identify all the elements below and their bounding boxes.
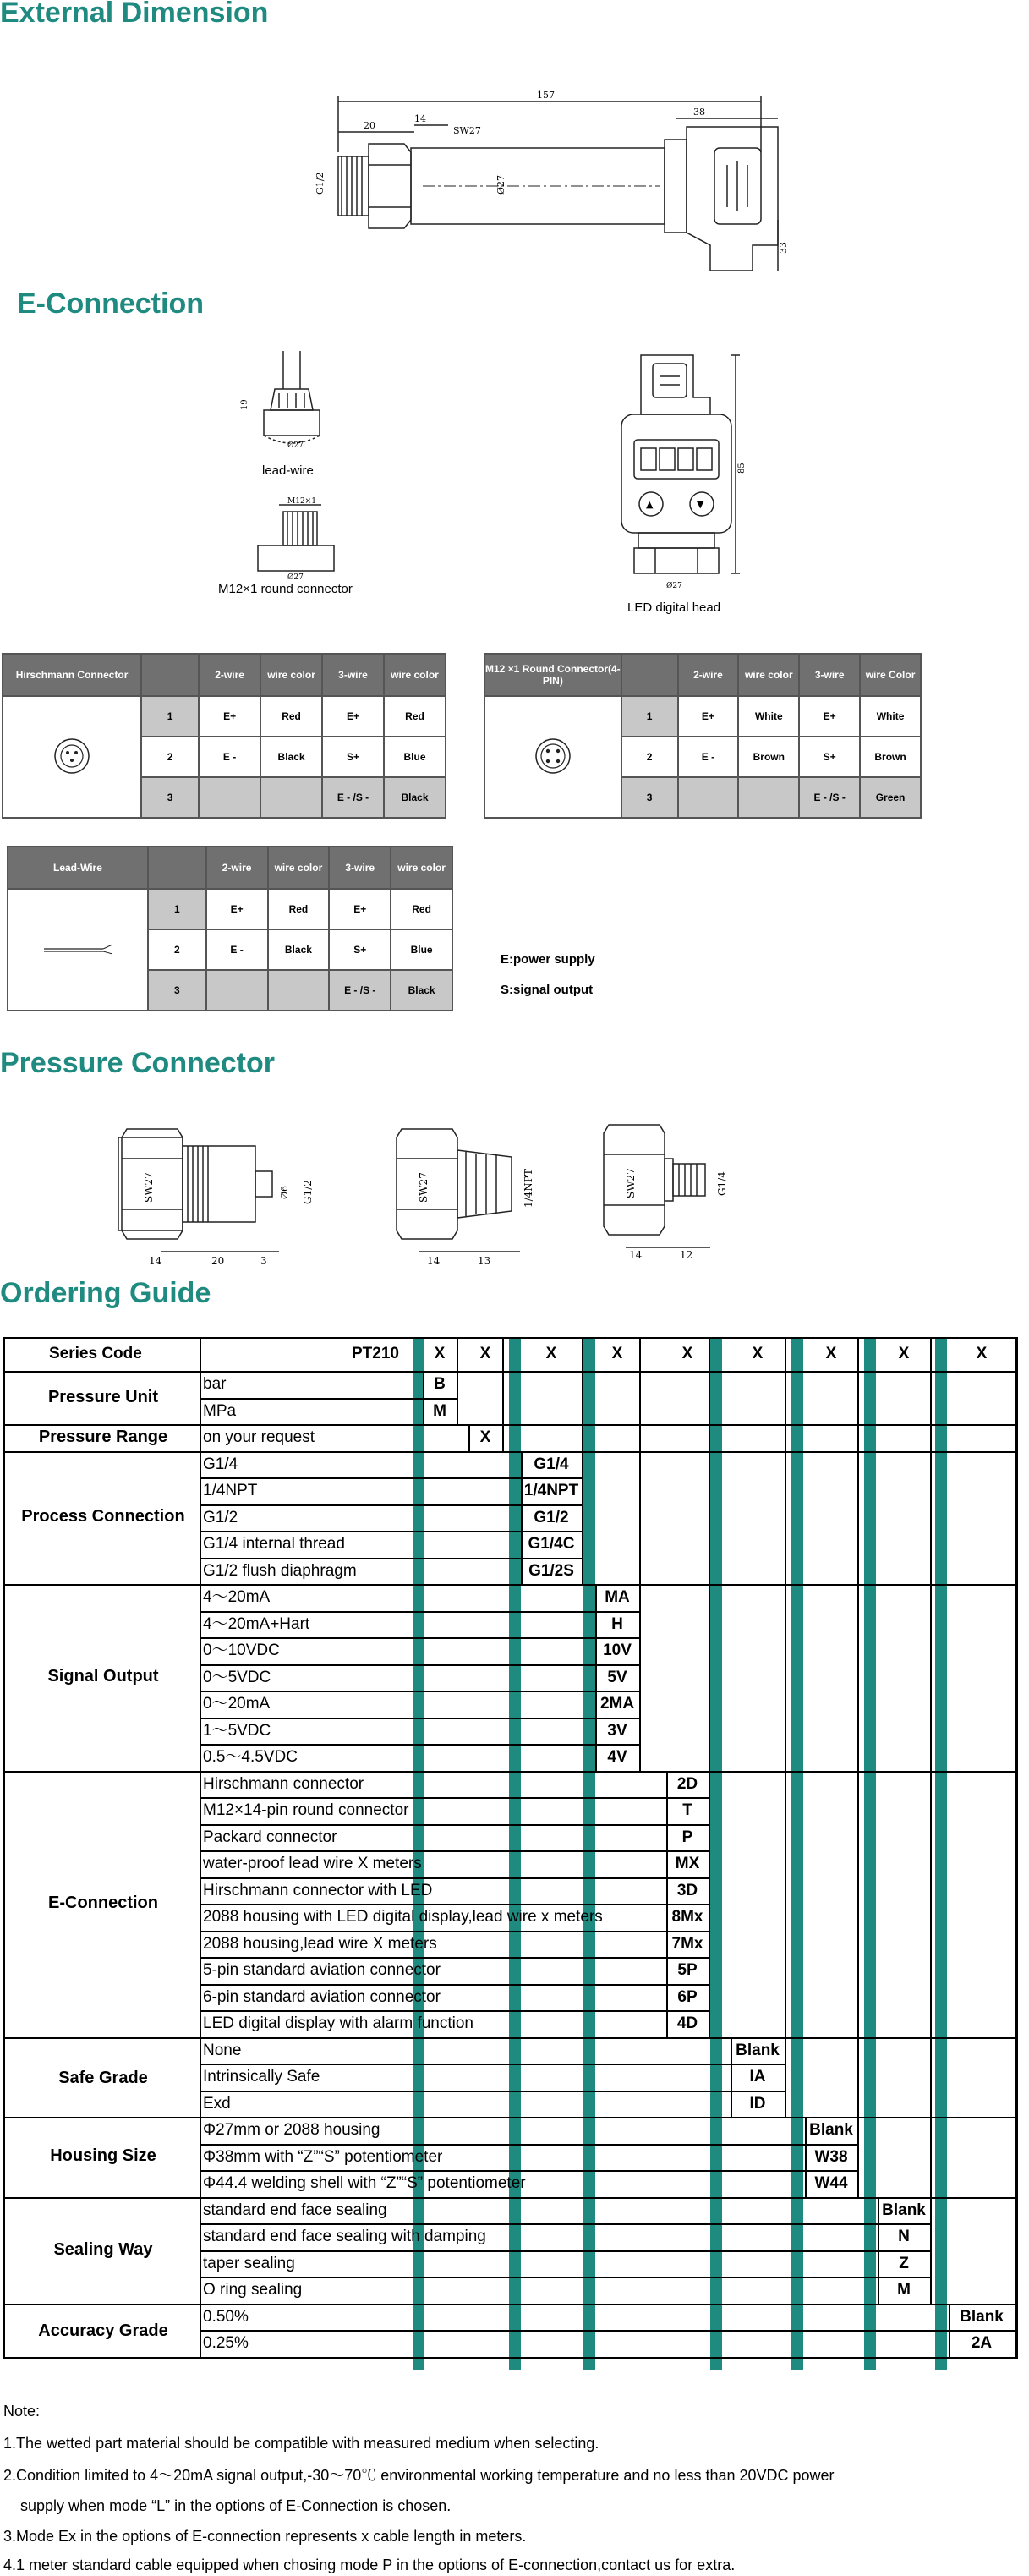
m12-wiring-table <box>484 653 922 819</box>
code-border <box>731 2037 732 2118</box>
header-x: X <box>611 1345 623 1362</box>
c2-14: 14 <box>427 1255 441 1267</box>
table-cell: 3 <box>148 970 206 1011</box>
section-border <box>3 1584 1018 1586</box>
code-border <box>930 1337 932 2304</box>
table-header: 2-wire <box>678 654 739 696</box>
series-code-value: PT210 <box>352 1345 399 1362</box>
dim-20: 20 <box>364 120 375 131</box>
option-label: standard end face sealing with damping <box>203 2228 486 2245</box>
table-cell: 1 <box>141 696 199 737</box>
option-label: 0～10VDC <box>203 1642 280 1659</box>
option-label: G1/2 flush diaphragm <box>203 1561 357 1580</box>
option-label: 4～20mA+Hart <box>203 1614 310 1633</box>
header-x: X <box>681 1345 693 1362</box>
hirschmann-wiring-table <box>2 653 446 819</box>
option-code: 7Mx <box>671 1934 703 1953</box>
option-label: Φ38mm with “Z”“S” potentiometer <box>203 2147 443 2166</box>
row-border <box>200 2091 785 2092</box>
table-cell: E - <box>199 737 260 777</box>
option-label: 6-pin standard aviation connector <box>203 1987 441 2006</box>
option-code: 3V <box>607 1721 627 1740</box>
caption-led-digital-head: LED digital head <box>627 600 721 615</box>
option-label: Hirschmann connector <box>203 1774 364 1793</box>
table-cell <box>678 777 739 818</box>
option-label: taper sealing <box>203 2254 295 2272</box>
table-cell: S+ <box>329 929 391 970</box>
row-border <box>200 1504 582 1506</box>
option-label: 0.50% <box>203 2307 249 2326</box>
table-cell: Blue <box>384 737 446 777</box>
table-cell: S+ <box>322 737 384 777</box>
table-cell: Black <box>391 970 452 1011</box>
row-border <box>200 1664 639 1666</box>
option-code: G1/2S <box>528 1561 574 1580</box>
m12-dim-label: M12×1 <box>287 497 316 506</box>
table-cell: 2 <box>148 929 206 970</box>
option-label: M12×14-pin round connector <box>203 1801 409 1819</box>
option-code: 2MA <box>599 1695 635 1713</box>
option-code: Blank <box>882 2201 926 2219</box>
table-cell: E+ <box>799 696 860 737</box>
option-label: bar <box>203 1375 227 1393</box>
section-border <box>3 2357 1018 2359</box>
table-cell: Green <box>860 777 921 818</box>
table-cell: E - <box>206 929 268 970</box>
table-header: wire color <box>260 654 322 696</box>
row-border <box>200 1877 709 1879</box>
led-dim-d27: Ø27 <box>666 582 682 590</box>
option-label: on your request <box>203 1428 315 1446</box>
code-border <box>582 1337 583 1584</box>
table-cell <box>206 970 268 1011</box>
table-border <box>3 1337 1018 1339</box>
option-code: X <box>479 1428 491 1446</box>
column-separator <box>791 1337 803 2370</box>
table-header: 2-wire <box>206 847 268 889</box>
dim-d27: Ø27 <box>495 174 506 195</box>
category-process-connection: Process Connection <box>21 1507 185 1526</box>
row-border <box>200 1850 709 1852</box>
table-cell: Black <box>384 777 446 818</box>
option-code: 8Mx <box>671 1908 703 1926</box>
section-border <box>3 2117 1018 2118</box>
table-header: wire color <box>268 847 330 889</box>
legend-power-supply: E:power supply <box>501 952 595 967</box>
table-cell: Blue <box>391 929 452 970</box>
column-separator <box>583 1337 595 2370</box>
table-border <box>3 1371 1018 1373</box>
ordering-guide-table <box>3 1337 1018 2370</box>
table-cell: Red <box>260 696 322 737</box>
option-code: H <box>611 1614 623 1633</box>
table-cell <box>199 777 260 818</box>
hirschmann-title: Hirschmann Connector <box>3 654 141 696</box>
dim-sw27: SW27 <box>453 125 481 136</box>
c2-sw27: SW27 <box>418 1172 430 1203</box>
option-label: G1/4 <box>203 1455 238 1473</box>
c3-14: 14 <box>629 1249 643 1260</box>
table-header: 3-wire <box>329 847 391 889</box>
option-code: Blank <box>960 2307 1004 2326</box>
table-cell: White <box>738 696 799 737</box>
header-x: X <box>752 1345 764 1362</box>
row-border <box>200 2170 857 2172</box>
heading-ordering-guide: Ordering Guide <box>0 1277 211 1309</box>
option-label: 0.5～4.5VDC <box>203 1748 298 1766</box>
code-border <box>949 2304 950 2357</box>
option-code: 5V <box>607 1668 627 1686</box>
legend-signal-output: S:signal output <box>501 983 594 997</box>
row-border <box>200 2250 930 2252</box>
c3-g14: G1/4 <box>716 1171 728 1196</box>
category-sealing-way: Sealing Way <box>53 2239 153 2259</box>
category-safe-grade: Safe Grade <box>58 2068 148 2087</box>
option-code: Blank <box>809 2121 853 2139</box>
option-code: N <box>898 2228 910 2245</box>
pressure-connector-g12-drawing <box>110 1116 364 1269</box>
table-cell: E - /S - <box>322 777 384 818</box>
led-head-drawing <box>592 347 786 600</box>
notes-title: Note: <box>3 2403 41 2420</box>
option-label: 4～20mA <box>203 1588 271 1606</box>
category-e-connection: E-Connection <box>48 1894 158 1912</box>
pressure-connector-npt-drawing <box>385 1116 579 1269</box>
table-header: wire color <box>384 654 446 696</box>
table-cell: Red <box>384 696 446 737</box>
table-cell: E - /S - <box>799 777 860 818</box>
lead-wire-dim-d27: Ø27 <box>287 441 304 450</box>
option-label: Intrinsically Safe <box>203 2068 320 2085</box>
option-code: Z <box>899 2254 909 2272</box>
table-cell: E+ <box>329 889 391 929</box>
column-separator <box>864 1337 876 2370</box>
heading-pressure-connector: Pressure Connector <box>0 1047 275 1079</box>
option-code: 6P <box>677 1987 698 2006</box>
row-border <box>200 2223 930 2225</box>
c1-d6: Ø6 <box>279 1185 290 1199</box>
dim-14: 14 <box>414 113 426 124</box>
c3-sw27: SW27 <box>625 1168 637 1198</box>
option-code: G1/4 <box>534 1455 569 1473</box>
c1-20: 20 <box>211 1255 225 1267</box>
dim-157: 157 <box>537 90 555 101</box>
column-separator <box>710 1337 722 2370</box>
table-cell: E+ <box>206 889 268 929</box>
external-dimension-drawing <box>254 85 795 296</box>
row-border <box>200 1931 709 1932</box>
section-border <box>3 2304 1018 2305</box>
table-border <box>3 1337 5 2357</box>
option-label: water-proof lead wire X meters <box>203 1855 422 1872</box>
m12-title: M12 ×1 Round Connector(4-PIN) <box>484 654 621 696</box>
option-code: T <box>682 1801 692 1819</box>
table-cell: E+ <box>678 696 739 737</box>
led-down-arrow-icon: ▼ <box>697 499 704 510</box>
option-code: ID <box>749 2094 766 2113</box>
row-border <box>200 2010 709 2012</box>
lead-wire-dim-19: 19 <box>240 399 249 410</box>
code-border <box>709 1337 710 2037</box>
option-label: MPa <box>203 1401 237 1420</box>
table-cell <box>260 777 322 818</box>
table-cell: White <box>860 696 921 737</box>
option-code: B <box>434 1375 446 1393</box>
row-border <box>200 2144 857 2146</box>
option-label: 1/4NPT <box>203 1482 258 1499</box>
table-cell: E+ <box>199 696 260 737</box>
note-2-continued: supply when mode “L” in the options of E-Connection is chosen. <box>20 2497 452 2514</box>
category-pressure-unit: Pressure Unit <box>47 1387 159 1406</box>
header-x: X <box>976 1345 988 1362</box>
row-border <box>200 1744 639 1746</box>
option-label: O ring sealing <box>203 2281 303 2299</box>
table-header: wire color <box>738 654 799 696</box>
option-code: G1/4C <box>528 1535 575 1553</box>
table-cell: E - /S - <box>329 970 391 1011</box>
option-label: 5-pin standard aviation connector <box>203 1961 441 1979</box>
dim-g12: G1/2 <box>315 172 326 195</box>
section-border <box>3 1451 1018 1453</box>
table-border <box>1016 1337 1018 2357</box>
code-border <box>878 2197 879 2304</box>
option-code: G1/2 <box>534 1508 569 1526</box>
column-separator <box>413 1337 424 2370</box>
option-label: Packard connector <box>203 1828 337 1846</box>
code-border <box>785 1337 786 2117</box>
lead-wire-icon <box>8 889 148 1011</box>
hirschmann-connector-icon <box>3 696 141 818</box>
row-border <box>200 2064 785 2065</box>
c1-g12: G1/2 <box>302 1180 314 1204</box>
note-1: 1.The wetted part material should be compatible with measured medium when selecting. <box>3 2435 599 2452</box>
note-3: 3.Mode Ex in the options of E-connection represents x cable length in meters. <box>3 2528 527 2545</box>
lead-wire-drawing <box>228 343 355 469</box>
row-border <box>200 1531 582 1532</box>
table-cell: Black <box>268 929 330 970</box>
code-border <box>639 1337 641 1771</box>
option-label: LED digital display with alarm function <box>203 2014 473 2032</box>
section-border <box>3 1771 1018 1773</box>
table-cell: 3 <box>141 777 199 818</box>
code-border <box>666 1771 668 2037</box>
row-border <box>200 1398 457 1400</box>
header-x: X <box>479 1345 491 1362</box>
header-x: X <box>898 1345 910 1362</box>
option-label: 0～5VDC <box>203 1668 271 1686</box>
option-code: 3D <box>676 1881 698 1899</box>
c1-sw27: SW27 <box>143 1172 155 1203</box>
option-label: 0.25% <box>203 2334 249 2352</box>
code-border <box>521 1451 523 1585</box>
column-separator <box>509 1337 521 2370</box>
table-cell: S+ <box>799 737 860 777</box>
option-label: Exd <box>203 2094 231 2113</box>
row-border <box>200 1824 709 1826</box>
option-code: M <box>433 1401 446 1420</box>
table-header: wire color <box>391 847 452 889</box>
code-border <box>595 1584 597 1771</box>
option-label: G1/2 <box>203 1508 238 1526</box>
code-border <box>457 1337 458 1424</box>
code-border <box>502 1337 504 1451</box>
category-housing-size: Housing Size <box>50 2146 156 2166</box>
row-border <box>200 1904 709 1905</box>
led-dim-85: 85 <box>737 463 747 474</box>
table-border <box>200 1337 201 2357</box>
option-label: 1～5VDC <box>203 1721 271 1740</box>
m12-connector-drawing <box>245 495 364 579</box>
table-cell: 1 <box>148 889 206 929</box>
option-label: Hirschmann connector with LED <box>203 1881 433 1899</box>
row-border <box>200 1984 709 1986</box>
category-pressure-range: Pressure Range <box>38 1427 168 1446</box>
row-border <box>200 1477 582 1479</box>
category-accuracy-grade: Accuracy Grade <box>38 2321 168 2340</box>
table-cell: Black <box>260 737 322 777</box>
table-cell <box>738 777 799 818</box>
heading-external-dimension: External Dimension <box>0 0 269 29</box>
option-label: Φ44.4 welding shell with “Z”“S” potentiometer <box>203 2174 526 2192</box>
caption-lead-wire: lead-wire <box>262 463 314 478</box>
row-border <box>200 1558 582 1559</box>
table-header: wire Color <box>860 654 921 696</box>
option-label: 2088 housing,lead wire X meters <box>203 1934 437 1953</box>
row-border <box>200 2277 930 2278</box>
option-label: None <box>203 2041 242 2059</box>
option-code: P <box>681 1828 693 1846</box>
option-label: Φ27mm or 2088 housing <box>203 2121 380 2139</box>
table-cell: Brown <box>860 737 921 777</box>
option-code: M <box>897 2281 911 2299</box>
option-code: 2A <box>971 2334 993 2352</box>
m12-connector-icon <box>484 696 621 818</box>
option-label: G1/4 internal thread <box>203 1535 345 1553</box>
option-code: 1/4NPT <box>523 1482 579 1499</box>
row-border <box>200 2330 1015 2332</box>
table-cell: 2 <box>621 737 678 777</box>
option-code: 2D <box>676 1774 698 1793</box>
table-cell: 2 <box>141 737 199 777</box>
code-border <box>857 1337 859 2197</box>
row-border <box>200 1691 639 1692</box>
option-code: 5P <box>677 1961 698 1979</box>
option-code: MA <box>605 1588 630 1606</box>
row-border <box>200 1797 709 1799</box>
header-x: X <box>434 1345 446 1362</box>
c1-14: 14 <box>149 1255 162 1267</box>
dim-38: 38 <box>693 107 705 118</box>
table-cell: Red <box>391 889 452 929</box>
table-header: 3-wire <box>799 654 860 696</box>
note-4: 4.1 meter standard cable equipped when chosing mode P in the options of E-connection,contact us for extra. <box>3 2557 736 2573</box>
header-x: X <box>825 1345 837 1362</box>
section-border <box>3 2037 1018 2039</box>
caption-m12-round-connector: M12×1 round connector <box>218 582 353 596</box>
lead-wire-title: Lead-Wire <box>8 847 148 889</box>
row-border <box>200 1718 639 1719</box>
option-code: Blank <box>736 2041 780 2059</box>
table-cell: E - <box>678 737 739 777</box>
code-border <box>468 1424 470 1451</box>
table-cell: 3 <box>621 777 678 818</box>
lead-wire-wiring-table <box>7 846 453 1011</box>
dim-33: 33 <box>778 242 789 254</box>
row-border <box>200 1611 639 1613</box>
heading-e-connection: E-Connection <box>17 288 204 320</box>
option-label: 2088 housing with LED digital display,lead wire x meters <box>203 1908 603 1926</box>
row-border <box>200 1637 639 1639</box>
table-cell: E+ <box>322 696 384 737</box>
option-code: IA <box>749 2068 766 2085</box>
option-code: W38 <box>814 2147 848 2166</box>
category-signal-output: Signal Output <box>47 1667 159 1686</box>
code-border <box>423 1371 424 1424</box>
code-border <box>805 2117 807 2197</box>
c1-3: 3 <box>260 1255 267 1267</box>
table-header: 3-wire <box>322 654 384 696</box>
note-2: 2.Condition limited to 4～20mA signal output,-30～70℃ environmental working temperature and no less than 20VDC power <box>3 2467 835 2484</box>
row-border <box>200 1957 709 1959</box>
series-code-label: Series Code <box>49 1345 142 1362</box>
option-label: standard end face sealing <box>203 2201 387 2219</box>
table-cell: Brown <box>738 737 799 777</box>
option-code: 4D <box>676 2014 698 2032</box>
column-separator <box>935 1337 947 2370</box>
section-border <box>3 1424 1018 1426</box>
m12-dim-d27: Ø27 <box>287 573 304 579</box>
c2-npt: 1/4NPT <box>523 1169 534 1208</box>
option-code: MX <box>675 1855 700 1872</box>
section-border <box>3 2197 1018 2199</box>
table-cell: Red <box>268 889 330 929</box>
pressure-connector-g14-drawing <box>592 1108 761 1260</box>
option-code: 10V <box>603 1642 632 1659</box>
table-cell <box>268 970 330 1011</box>
c3-12: 12 <box>680 1249 693 1260</box>
option-code: W44 <box>814 2174 848 2192</box>
option-label: 0～20mA <box>203 1695 271 1713</box>
c2-13: 13 <box>478 1255 491 1267</box>
led-up-arrow-icon: ▲ <box>646 499 654 510</box>
option-code: 4V <box>607 1748 627 1766</box>
table-cell: 1 <box>621 696 678 737</box>
header-x: X <box>545 1345 557 1362</box>
table-header: 2-wire <box>199 654 260 696</box>
